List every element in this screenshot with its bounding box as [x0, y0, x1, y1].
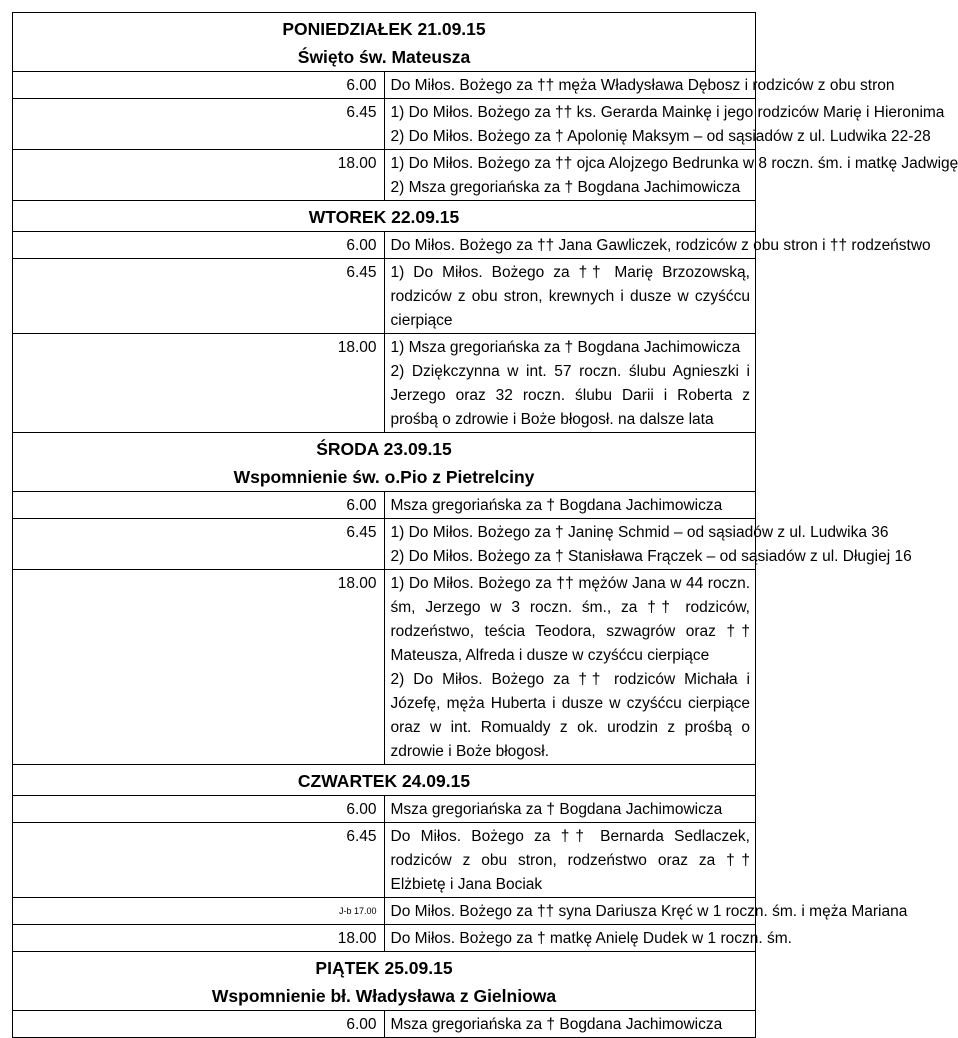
mass-row [13, 519, 756, 570]
mass-time: 6.45 [13, 519, 385, 570]
mass-time: 6.00 [13, 796, 385, 823]
mass-time: 6.00 [13, 1011, 385, 1038]
mass-row [13, 150, 756, 201]
mass-row [13, 570, 756, 765]
intention-line: Do Miłos. Bożego za †† syna Dariusza Kręć w 1 roczn. śm. i męża Mariana [390, 903, 908, 920]
intention-line: 1) Do Miłos. Bożego za †† ks. Gerarda Mainkę i jego rodziców Marię i Hieronima [390, 104, 945, 121]
intention-line: 1) Do Miłos. Bożego za †† mężów Jana w 44 roczn. śm, Jerzego w 3 roczn. śm., za †† rodziców, rodzeństwo, teścia Teodora, szwagrów oraz †† Mateusza, Alfreda i dusze w czyśćcu cierpiące [390, 575, 750, 664]
mass-row [13, 823, 756, 898]
mass-intention [384, 334, 756, 433]
mass-time: 6.45 [13, 823, 385, 898]
day-title: WTOREK 22.09.15 [308, 207, 460, 227]
mass-intention [384, 925, 792, 952]
mass-schedule-table [12, 12, 958, 1038]
day-header-row [13, 433, 756, 492]
mass-intention [384, 1011, 756, 1038]
intention-line: Do Miłos. Bożego za † matkę Anielę Dudek w 1 roczn. śm. [390, 930, 792, 947]
intention-line: Msza gregoriańska za † Bogdana Jachimowicza [390, 801, 723, 818]
mass-intention [384, 99, 945, 150]
mass-intention [384, 796, 756, 823]
day-feast: Wspomnienie bł. Władysława z Gielniowa [211, 986, 557, 1006]
mass-intention [384, 492, 756, 519]
day-header-row [13, 201, 756, 232]
mass-schedule-page [12, 12, 958, 1038]
mass-time: 18.00 [13, 150, 385, 201]
mass-intention [384, 72, 895, 99]
day-header [13, 201, 756, 232]
intention-line: 1) Msza gregoriańska za † Bogdana Jachimowicza [390, 339, 741, 356]
mass-intention [384, 823, 756, 898]
mass-intention [384, 259, 756, 334]
mass-time: 18.00 [13, 570, 385, 765]
mass-time: 18.00 [13, 925, 385, 952]
mass-intention [384, 570, 756, 765]
intention-line: Msza gregoriańska za † Bogdana Jachimowicza [390, 1016, 723, 1033]
mass-row [13, 232, 756, 259]
day-header-row [13, 13, 756, 72]
day-header [13, 952, 756, 1011]
mass-row [13, 898, 756, 925]
mass-row [13, 334, 756, 433]
mass-time: 6.45 [13, 99, 385, 150]
intention-line: Do Miłos. Bożego za †† męża Władysława Dębosz i rodziców z obu stron [390, 77, 895, 94]
day-title: PIĄTEK 25.09.15 [315, 958, 453, 978]
mass-time: 6.00 [13, 492, 385, 519]
day-header-row [13, 952, 756, 1011]
mass-row [13, 492, 756, 519]
mass-row [13, 99, 756, 150]
day-title: PONIEDZIAŁEK 21.09.15 [282, 19, 486, 39]
day-title: CZWARTEK 24.09.15 [297, 771, 471, 791]
mass-intention [384, 519, 912, 570]
intention-line: 2) Do Miłos. Bożego za †† rodziców Michała i Józefę, męża Huberta i dusze w czyśćcu cierpiące oraz w int. Romualdy z ok. urodzin z prośbą o zdrowie i Boże błogosł. [390, 671, 750, 760]
mass-intention [384, 232, 931, 259]
mass-row [13, 1011, 756, 1038]
intention-line: 2) Do Miłos. Bożego za † Stanisława Frączek – od sąsiadów z ul. Długiej 16 [390, 548, 912, 565]
mass-row [13, 925, 756, 952]
mass-time: 18.00 [13, 334, 385, 433]
mass-intention [384, 898, 908, 925]
mass-row [13, 796, 756, 823]
day-header-row [13, 765, 756, 796]
intention-line: 2) Msza gregoriańska za † Bogdana Jachimowicza [390, 179, 741, 196]
day-header [13, 765, 756, 796]
mass-time: 6.00 [13, 232, 385, 259]
intention-line: 1) Do Miłos. Bożego za †† ojca Alojzego Bedrunka w 8 roczn. śm. i matkę Jadwigę [390, 155, 958, 172]
mass-row [13, 259, 756, 334]
intention-line: Msza gregoriańska za † Bogdana Jachimowicza [390, 497, 723, 514]
intention-line: Do Miłos. Bożego za †† Bernarda Sedlaczek, rodziców z obu stron, rodzeństwo oraz za †† Elżbietę i Jana Bociak [390, 828, 750, 893]
intention-line: 1) Do Miłos. Bożego za †† Marię Brzozowską, rodziców z obu stron, krewnych i dusze w czyśćcu cierpiące [390, 264, 750, 329]
mass-row [13, 72, 756, 99]
mass-time: 6.00 [13, 72, 385, 99]
mass-intention [384, 150, 958, 201]
intention-line: 1) Do Miłos. Bożego za † Janinę Schmid – od sąsiadów z ul. Ludwika 36 [390, 524, 889, 541]
mass-time: J-b 17.00 [13, 898, 385, 925]
mass-time: 6.45 [13, 259, 385, 334]
day-feast: Wspomnienie św. o.Pio z Pietrelciny [233, 467, 535, 487]
day-title: ŚRODA 23.09.15 [316, 439, 452, 459]
day-header [13, 13, 756, 72]
intention-line: 2) Do Miłos. Bożego za † Apolonię Maksym – od sąsiadów z ul. Ludwika 22-28 [390, 128, 931, 145]
intention-line: Do Miłos. Bożego za †† Jana Gawliczek, rodziców z obu stron i †† rodzeństwo [390, 237, 931, 254]
day-feast: Święto św. Mateusza [297, 47, 471, 67]
intention-line: 2) Dziękczynna w int. 57 roczn. ślubu Agnieszki i Jerzego oraz 32 roczn. ślubu Darii i Roberta z prośbą o zdrowie i Boże błogosł. na dalsze lata [390, 363, 750, 428]
day-header [13, 433, 756, 492]
